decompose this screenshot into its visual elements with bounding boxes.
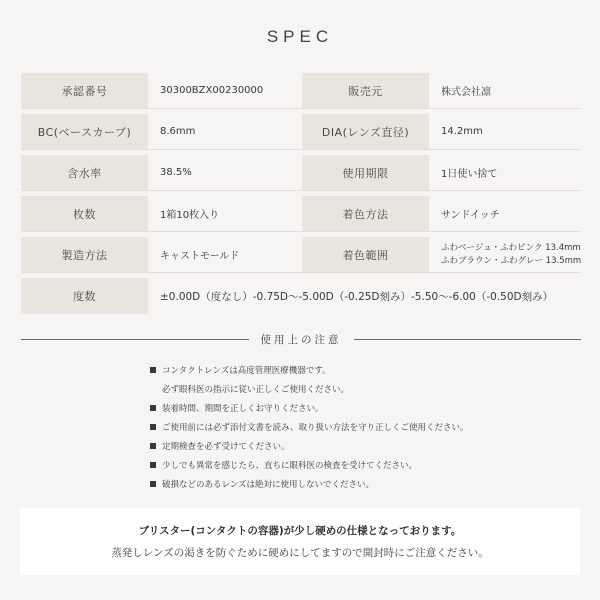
notice-text: 蒸発しレンズの渇きを防ぐために硬めにしてますので開封時にご注意ください。	[111, 547, 489, 559]
spec-label: 使用期限	[302, 155, 429, 190]
square-bullet-icon	[150, 367, 156, 373]
spec-value: キャストモールド	[160, 251, 240, 262]
caution-list	[150, 362, 590, 495]
list-item: 装着時間、期間を正しくお守りください。	[150, 400, 590, 419]
list-item: 少しでも異常を感じたら、直ちに眼科医の検査を受けてください。	[150, 457, 590, 476]
page-title: SPEC	[266, 27, 334, 46]
spec-value	[429, 237, 583, 272]
spec-value: 1箱10枚入り	[160, 210, 220, 221]
caution-title: 使用上の注意	[260, 333, 342, 346]
spec-label: 含水率	[21, 155, 148, 190]
list-item: 破損などのあるレンズは絶対に使用しないでください。	[150, 476, 590, 495]
list-item: 必ず眼科医の指示に従い正しくご使用ください。	[162, 385, 350, 395]
spec-table	[21, 73, 581, 319]
spec-row	[21, 114, 581, 150]
spec-label: BC(ベースカーブ)	[21, 114, 148, 149]
square-bullet-icon	[150, 405, 156, 411]
spec-value: 1日使い捨て	[441, 169, 498, 180]
spec-label: 製造方法	[21, 237, 148, 272]
spec-label: DIA(レンズ直径)	[302, 114, 429, 149]
spec-row	[21, 196, 581, 232]
notice-headline: ブリスター(コンタクトの容器)が少し硬めの仕様となっております。	[138, 525, 462, 537]
divider	[354, 339, 582, 340]
spec-value: ±0.00D（度なし）-0.75D〜-5.00D（-0.25D刻み）-5.50〜-6.00（-0.50D刻み）	[160, 290, 554, 303]
caution-heading	[21, 329, 581, 349]
spec-label: 着色方法	[302, 196, 429, 231]
spec-value: 38.5%	[160, 167, 192, 178]
list-item: ご使用前には必ず添付文書を読み、取り扱い方法を守り正しくご使用ください。	[150, 419, 590, 438]
spec-value: 30300BZX00230000	[160, 85, 264, 96]
spec-value: 14.2mm	[441, 126, 483, 137]
spec-value: 株式会社凛	[441, 87, 491, 98]
spec-value-line: ふわベージュ・ふわピンク 13.4mm	[441, 242, 581, 253]
square-bullet-icon	[150, 462, 156, 468]
spec-label: 承認番号	[21, 73, 148, 108]
square-bullet-icon	[150, 443, 156, 449]
spec-label: 販売元	[302, 73, 429, 108]
spec-value: サンドイッチ	[441, 210, 500, 221]
spec-value: 8.6mm	[160, 126, 196, 137]
spec-row	[21, 73, 581, 109]
divider	[21, 339, 249, 340]
spec-row	[21, 237, 581, 273]
square-bullet-icon	[150, 481, 156, 487]
spec-value-line: ふわブラウン・ふわグレー 13.5mm	[441, 255, 582, 266]
blister-notice	[20, 508, 580, 575]
spec-label: 着色範囲	[302, 237, 429, 272]
list-item: コンタクトレンズは高度管理医療機器です。	[150, 362, 590, 381]
spec-label: 枚数	[21, 196, 148, 231]
spec-row	[21, 155, 581, 191]
square-bullet-icon	[150, 424, 156, 430]
spec-row	[21, 278, 581, 314]
spec-label: 度数	[21, 278, 148, 314]
list-item: 定期検査を必ず受けてください。	[150, 438, 590, 457]
